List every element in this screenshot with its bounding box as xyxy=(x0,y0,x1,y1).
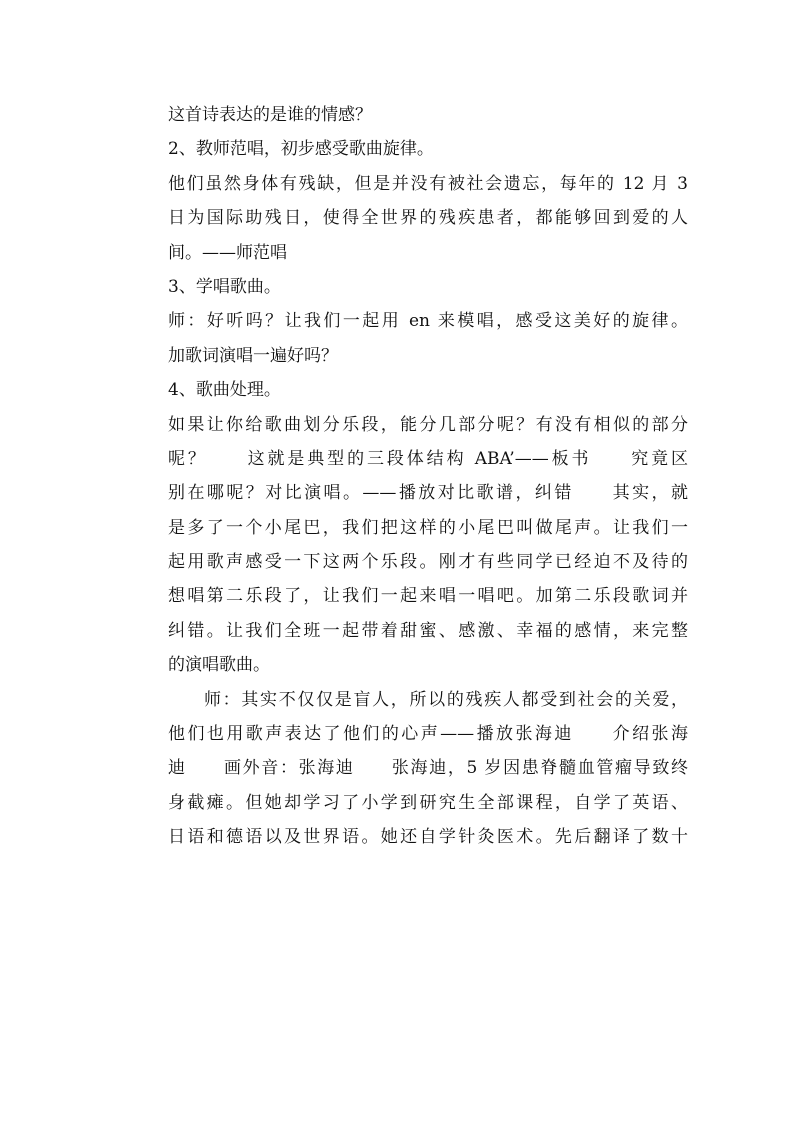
text-line: 想唱第二乐段了，让我们一起来唱一唱吧。加第二乐段歌词并 xyxy=(168,586,688,607)
document-body xyxy=(168,98,688,855)
text-line: 起用歌声感受一下这两个乐段。刚才有些同学已经迫不及待的 xyxy=(168,552,688,573)
text-line: 呢？ 这就是典型的三段体结构 ABA’——板书 究竟区 xyxy=(168,448,688,469)
text-line: 身截瘫。但她却学习了小学到研究生全部课程，自学了英语、 xyxy=(168,792,688,813)
text-line: 的演唱歌曲。 xyxy=(168,655,270,676)
section-heading-2: 2、教师范唱，初步感受歌曲旋律。 xyxy=(168,139,434,160)
text-line: 纠错。让我们全班一起带着甜蜜、感激、幸福的感情，来完整 xyxy=(168,620,688,641)
text-line: 他们虽然身体有残缺，但是并没有被社会遗忘，每年的 12 月 3 xyxy=(168,173,688,194)
section-heading-4: 4、歌曲处理。 xyxy=(168,380,281,401)
text-line: 如果让你给歌曲划分乐段，能分几部分呢？有没有相似的部分 xyxy=(168,414,688,435)
text-line: 他们也用歌声表达了他们的心声——播放张海迪 介绍张海 xyxy=(168,724,688,745)
text-line-question: 这首诗表达的是谁的情感？ xyxy=(168,105,372,125)
text-line: 迪 画外音：张海迪 张海迪，5 岁因患脊髓血管瘤导致终 xyxy=(168,758,688,779)
text-line: 加歌词演唱一遍好吗？ xyxy=(168,345,338,366)
text-line: 是多了一个小尾巴，我们把这样的小尾巴叫做尾声。让我们一 xyxy=(168,517,688,538)
text-line-indented: 师：其实不仅仅是盲人，所以的残疾人都受到社会的关爱， xyxy=(204,689,688,710)
text-line: 日为国际助残日，使得全世界的残疾患者，都能够回到爱的人 xyxy=(168,208,688,229)
text-line: 间。——师范唱 xyxy=(168,242,287,263)
text-line: 日语和德语以及世界语。她还自学针灸医术。先后翻译了数十 xyxy=(168,827,688,848)
text-line: 别在哪呢？对比演唱。——播放对比歌谱，纠错 其实，就 xyxy=(168,483,688,504)
section-heading-3: 3、学唱歌曲。 xyxy=(168,276,281,297)
text-line: 师：好听吗？让我们一起用 en 来模唱，感受这美好的旋律。 xyxy=(168,311,688,332)
